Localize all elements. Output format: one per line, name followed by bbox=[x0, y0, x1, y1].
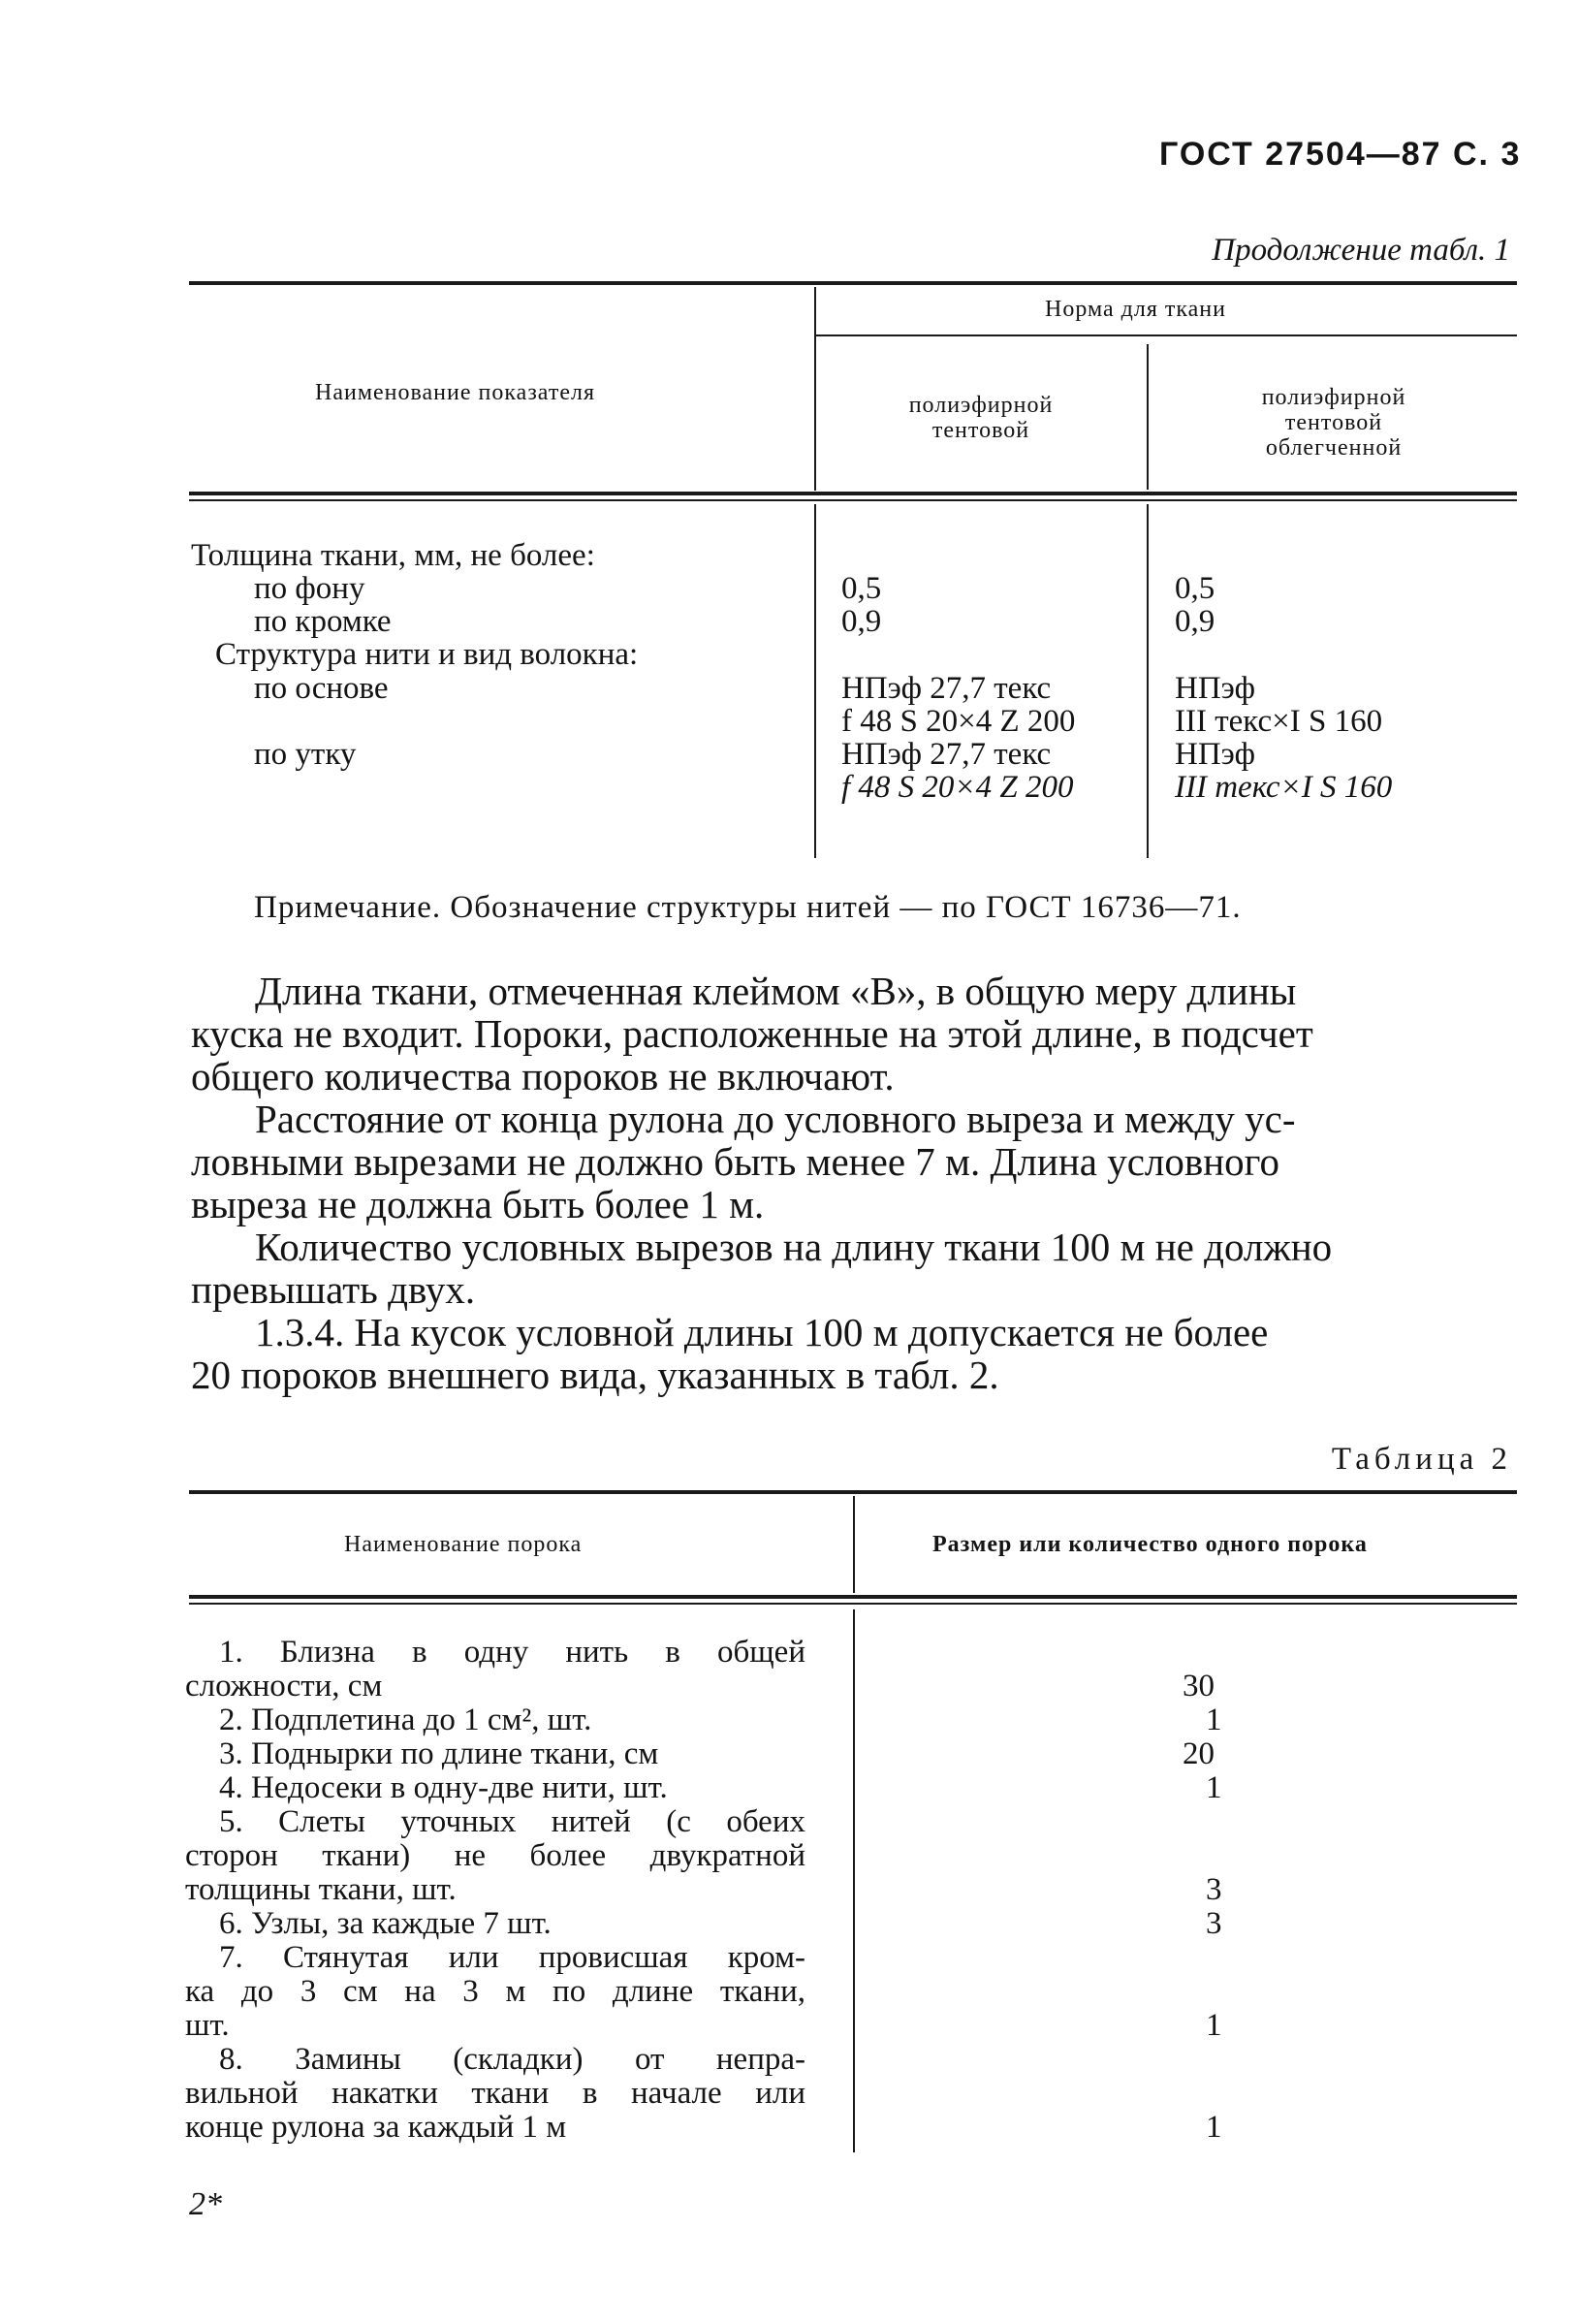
table1-row-2-a: 0,9 bbox=[841, 604, 882, 639]
table2-vline-body bbox=[853, 1609, 855, 2152]
table1-col-b: полиэфирной тентовой облегченной bbox=[1261, 385, 1406, 461]
table2-col-name: Наименование порока bbox=[344, 1532, 583, 1557]
table2-vline-header bbox=[853, 1496, 855, 1593]
table1-row-0-name: Толщина ткани, мм, не более: bbox=[191, 538, 595, 573]
table1-row-2-b: 0,9 bbox=[1175, 604, 1215, 639]
table1-col-a: полиэфирной тентовой bbox=[908, 393, 1054, 443]
table2-item-5: 5. Слеты уточных нитей (с обеих сторон ткани) не более двукратной толщины ткани, шт. bbox=[185, 1804, 805, 1907]
table1-caption: Продолжение табл. 1 bbox=[1212, 233, 1510, 268]
table2-item-2-value: 1 bbox=[1206, 1703, 1222, 1737]
table2-item-8: 8. Замины (складки) от непра- вильной накатки ткани в начале или конце рулона за каждый 1 м bbox=[185, 2042, 805, 2145]
table1-col-group: Норма для ткани bbox=[1045, 297, 1226, 322]
table1-row-4-b: НПэф bbox=[1175, 671, 1256, 706]
table2-item-6: 6. Узлы, за каждые 7 шт. bbox=[219, 1906, 552, 1941]
table1-col-param: Наименование показателя bbox=[315, 380, 595, 405]
table1-row-4-name: по основе bbox=[254, 671, 389, 706]
paragraph-3: Количество условных вырезов на длину ткани 100 м не должно превышать двух. bbox=[191, 1225, 1333, 1312]
table1-header-rule-2 bbox=[189, 499, 1517, 501]
table1-vline-1 bbox=[814, 287, 816, 491]
table1-row-5-a: f 48 S 20×4 Z 200 bbox=[841, 704, 1076, 739]
paragraph-4: 1.3.4. На кусок условной длины 100 м допускается не более 20 пороков внешнего вида, указанных в табл. 2. bbox=[191, 1310, 1269, 1397]
table1-note: Примечание. Обозначение структуры нитей — по ГОСТ 16736—71. bbox=[254, 890, 1242, 925]
table2-col-value: Размер или количество одного порока bbox=[932, 1532, 1368, 1557]
table1-row-4-a: НПэф 27,7 текс bbox=[841, 671, 1052, 706]
table1-row-1-a: 0,5 bbox=[841, 571, 882, 606]
table2-top-rule bbox=[189, 1490, 1517, 1494]
table2-item-1-value: 30 bbox=[1183, 1669, 1215, 1703]
table2-caption: Таблица 2 bbox=[1331, 1442, 1512, 1477]
table1-body-vline-1 bbox=[814, 504, 816, 858]
table1-row-5-b: III текс×I S 160 bbox=[1175, 704, 1383, 739]
page-signature: 2* bbox=[189, 2186, 222, 2222]
table1-group-rule bbox=[816, 334, 1517, 336]
table1-row-1-b: 0,5 bbox=[1175, 571, 1215, 606]
table1-header-rule bbox=[189, 492, 1517, 495]
table2-item-3-value: 20 bbox=[1183, 1736, 1215, 1771]
table1-top-rule bbox=[189, 281, 1517, 285]
table2-item-7: 7. Стянутая или провисшая кром- ка до 3 см на 3 м по длине ткани, шт. bbox=[185, 1940, 805, 2043]
table2-item-6-value: 3 bbox=[1206, 1906, 1222, 1941]
table1-row-3-name: Структура нити и вид волокна: bbox=[215, 637, 639, 672]
table2-header-rule-2 bbox=[189, 1603, 1517, 1605]
table1-row-1-name: по фону bbox=[254, 571, 365, 606]
paragraph-2: Расстояние от конца рулона до условного выреза и между ус- ловными вырезами не должно быть менее 7 м. Длина условного выреза не должна быть более 1 м. bbox=[191, 1097, 1296, 1226]
paragraph-1: Длина ткани, отмеченная клеймом «В», в общую меру длины куска не входит. Пороки, расположенные на этой длине, в подсчет общего количества пороков не включают. bbox=[191, 969, 1313, 1098]
table2-item-3: 3. Поднырки по длине ткани, см bbox=[219, 1736, 659, 1771]
page-header-code: ГОСТ 27504—87 С. 3 bbox=[1159, 136, 1522, 173]
table1-row-6-b: НПэф bbox=[1175, 737, 1256, 772]
table2-item-4: 4. Недосеки в одну-две нити, шт. bbox=[219, 1770, 668, 1805]
table1-row-6-a: НПэф 27,7 текс bbox=[841, 737, 1052, 772]
table2-header-rule bbox=[189, 1595, 1517, 1599]
table2-item-4-value: 1 bbox=[1206, 1770, 1222, 1805]
table2-item-1: 1. Близна в одну нить в общей сложности, см bbox=[185, 1635, 805, 1703]
table2-item-7-value: 1 bbox=[1206, 2008, 1222, 2043]
table1-row-2-name: по кромке bbox=[254, 604, 392, 639]
table2-item-2: 2. Подплетина до 1 см², шт. bbox=[219, 1703, 592, 1737]
table1-body-vline-2 bbox=[1147, 504, 1149, 858]
table1-vline-2 bbox=[1147, 344, 1149, 490]
table1-row-6-name: по утку bbox=[254, 737, 357, 772]
table2-item-8-value: 1 bbox=[1206, 2110, 1222, 2145]
table1-row-7-b: III текс×I S 160 bbox=[1175, 770, 1393, 805]
table1-row-7-a: f 48 S 20×4 Z 200 bbox=[841, 770, 1074, 805]
table2-item-5-value: 3 bbox=[1206, 1872, 1222, 1907]
